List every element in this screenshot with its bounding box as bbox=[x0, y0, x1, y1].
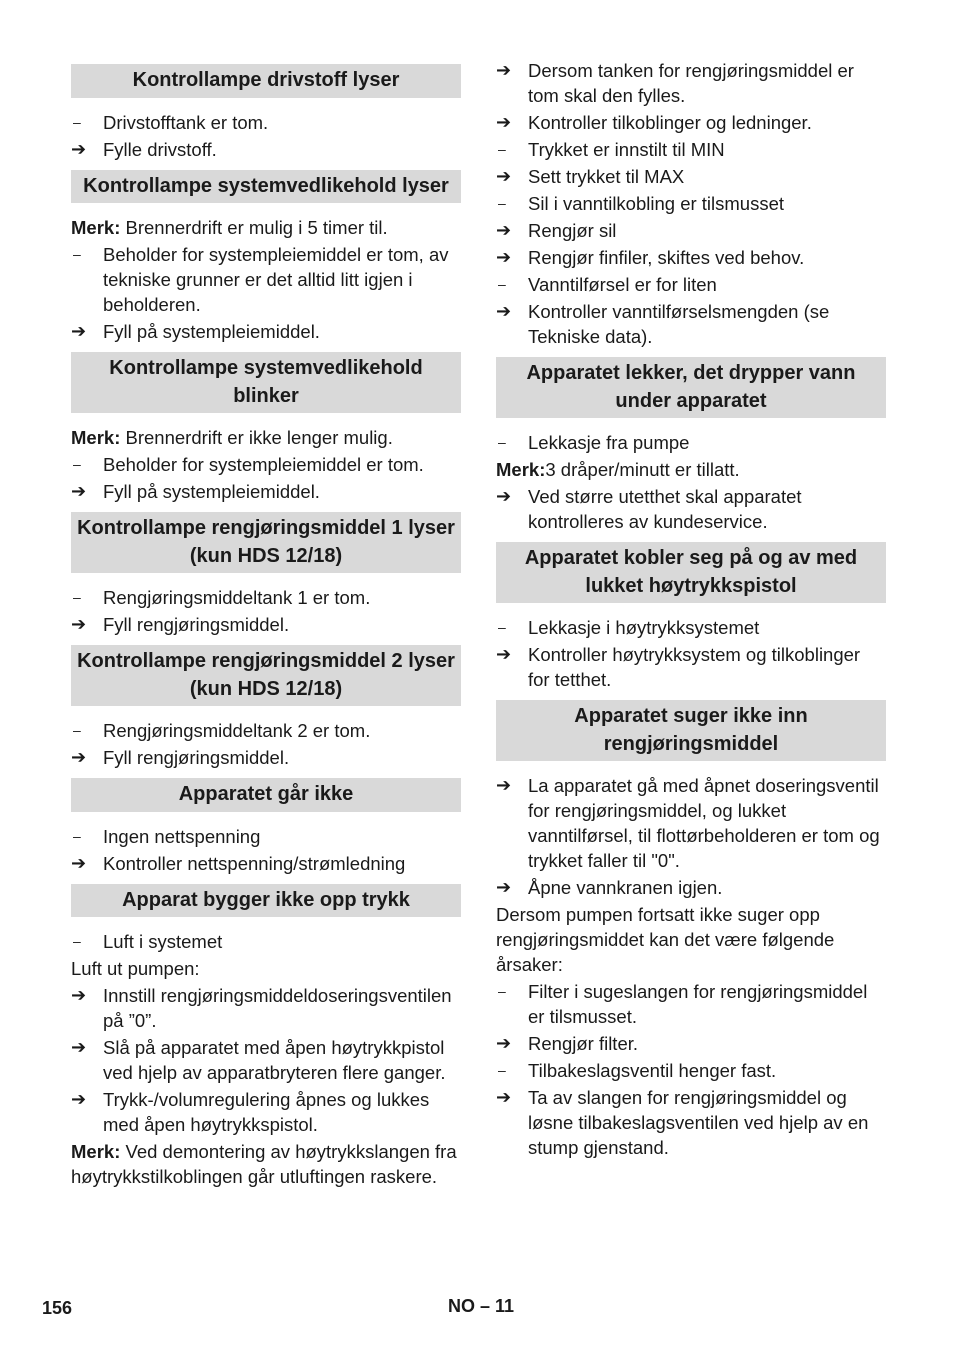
item-text: Lekkasje fra pumpe bbox=[528, 432, 690, 453]
arrow-right-icon: ➔ bbox=[496, 166, 512, 186]
troubleshoot-section bbox=[71, 170, 461, 345]
troubleshoot-section bbox=[71, 64, 461, 162]
remedy-item bbox=[496, 875, 886, 900]
arrow-right-icon: ➔ bbox=[71, 747, 87, 767]
note-text: Brennerdrift er ikke lenger mulig. bbox=[120, 427, 393, 448]
dash-icon: – bbox=[498, 434, 506, 450]
arrow-right-icon: ➔ bbox=[496, 644, 512, 664]
note-text: 3 dråper/minutt er tillatt. bbox=[545, 459, 740, 480]
cause-item bbox=[71, 718, 461, 743]
note-label: Merk: bbox=[71, 427, 121, 448]
troubleshoot-section bbox=[71, 352, 461, 504]
section-heading: Apparatet kobler seg på og av med lukket høytrykkspistol bbox=[496, 542, 886, 603]
remedy-item bbox=[496, 773, 886, 873]
arrow-right-icon: ➔ bbox=[496, 220, 512, 240]
dash-icon: – bbox=[73, 246, 81, 262]
remedy-item bbox=[71, 319, 461, 344]
remedy-item bbox=[71, 612, 461, 637]
troubleshoot-section bbox=[496, 700, 886, 1160]
item-text: Kontroller tilkoblinger og ledninger. bbox=[528, 112, 812, 133]
note bbox=[71, 215, 461, 240]
cause-item bbox=[71, 110, 461, 135]
item-text: Fyll rengjøringsmiddel. bbox=[103, 747, 290, 768]
section-heading: Apparat bygger ikke opp trykk bbox=[71, 884, 461, 918]
item-text: Luft i systemet bbox=[103, 931, 223, 952]
item-text: Kontroller vanntilførselsmengden (se Tekniske data). bbox=[528, 301, 830, 347]
note-label: Merk: bbox=[71, 1141, 121, 1162]
item-text: Rengjøringsmiddeltank 1 er tom. bbox=[103, 587, 371, 608]
cause-item bbox=[71, 242, 461, 317]
item-text: Kontroller nettspenning/strømledning bbox=[103, 852, 406, 874]
note-label: Merk: bbox=[496, 459, 546, 480]
section-heading: Kontrollampe rengjøringsmiddel 2 lyser (kun HDS 12/18) bbox=[71, 645, 461, 706]
arrow-right-icon: ➔ bbox=[71, 1037, 87, 1057]
section-heading: Kontrollampe systemvedlikehold lyser bbox=[71, 170, 461, 204]
note-text: Ved demontering av høytrykkslangen fra høytrykkstilkoblingen går utluftingen raskere. bbox=[71, 1141, 457, 1187]
arrow-right-icon: ➔ bbox=[71, 614, 87, 634]
remedy-item bbox=[496, 164, 886, 189]
note-text: Brennerdrift er mulig i 5 timer til. bbox=[120, 217, 388, 238]
arrow-right-icon: ➔ bbox=[496, 247, 512, 267]
section-heading: Apparatet går ikke bbox=[71, 778, 461, 812]
cause-item bbox=[496, 979, 886, 1029]
remedy-item bbox=[496, 299, 886, 349]
remedy-item bbox=[496, 484, 886, 534]
remedy-item bbox=[71, 1087, 461, 1137]
cause-item bbox=[496, 272, 886, 297]
item-text: Fyll på systempleiemiddel. bbox=[103, 481, 320, 502]
remedy-item bbox=[496, 1085, 886, 1160]
item-text: Fyll på systempleiemiddel. bbox=[103, 321, 320, 342]
section-heading: Kontrollampe systemvedlikehold blinker bbox=[71, 352, 461, 413]
dash-icon: – bbox=[73, 456, 81, 472]
dash-icon: – bbox=[73, 933, 81, 949]
remedy-item bbox=[71, 479, 461, 504]
arrow-right-icon: ➔ bbox=[496, 60, 512, 80]
section-heading: Kontrollampe drivstoff lyser bbox=[71, 64, 461, 98]
page-number: 156 bbox=[42, 1298, 73, 1318]
note bbox=[71, 425, 461, 450]
item-text: Sil i vanntilkobling er tilsmusset bbox=[528, 193, 785, 214]
item-text: Beholder for systempleiemiddel er tom. bbox=[103, 454, 424, 475]
item-text: Rengjør filter. bbox=[528, 1033, 639, 1054]
cause-item bbox=[496, 615, 886, 640]
item-text: Åpne vannkranen igjen. bbox=[528, 877, 723, 898]
item-text: Beholder for systempleiemiddel er tom, av tekniske grunner er det alltid litt igjen i beholderen. bbox=[103, 244, 449, 315]
troubleshoot-section bbox=[71, 512, 461, 637]
dash-icon: – bbox=[73, 113, 81, 130]
dash-icon: – bbox=[73, 827, 81, 844]
troubleshoot-section bbox=[496, 357, 886, 534]
body-text: Dersom pumpen fortsatt ikke suger opp rengjøringsmiddet kan det være følgende årsaker: bbox=[496, 904, 835, 975]
remedy-item bbox=[496, 245, 886, 270]
remedy-item bbox=[496, 218, 886, 243]
cause-item bbox=[496, 1058, 886, 1083]
cause-item bbox=[71, 585, 461, 610]
remedy-item bbox=[496, 58, 886, 108]
arrow-right-icon: ➔ bbox=[496, 1087, 512, 1107]
item-text: Trykk-/volumregulering åpnes og lukkes med åpen høytrykkspistol. bbox=[103, 1089, 430, 1135]
right-column bbox=[496, 58, 886, 1168]
note bbox=[71, 1139, 461, 1189]
item-text: Sett trykket til MAX bbox=[528, 166, 685, 187]
item-text: Trykket er innstilt til MIN bbox=[528, 139, 725, 160]
arrow-right-icon: ➔ bbox=[71, 852, 87, 873]
item-text: Lekkasje i høytrykksystemet bbox=[528, 617, 760, 638]
arrow-right-icon: ➔ bbox=[71, 481, 87, 501]
cause-item bbox=[71, 824, 461, 849]
arrow-right-icon: ➔ bbox=[496, 877, 512, 897]
remedy-item bbox=[71, 137, 461, 162]
remedy-item bbox=[71, 983, 461, 1033]
remedy-item bbox=[496, 1031, 886, 1056]
section-heading: Apparatet lekker, det drypper vann under apparatet bbox=[496, 357, 886, 418]
item-text: Rengjøringsmiddeltank 2 er tom. bbox=[103, 720, 371, 741]
arrow-right-icon: ➔ bbox=[496, 486, 512, 506]
arrow-right-icon: ➔ bbox=[496, 1033, 512, 1053]
troubleshoot-section bbox=[496, 542, 886, 692]
item-text: Rengjør sil bbox=[528, 220, 617, 241]
remedy-item bbox=[71, 1035, 461, 1085]
cause-item bbox=[496, 191, 886, 216]
item-text: La apparatet gå med åpnet doseringsventil for rengjøringsmiddel, og lukket vanntilførsel, til flottørbeholderen er tom og trykket faller til "0". bbox=[528, 775, 880, 871]
dash-icon: – bbox=[498, 141, 506, 157]
note-label: Merk: bbox=[71, 217, 121, 238]
item-text: Filter i sugeslangen for rengjøringsmiddel er tilsmusset. bbox=[528, 981, 868, 1027]
item-text: Rengjør finfiler, skiftes ved behov. bbox=[528, 247, 805, 268]
item-text: Innstill rengjøringsmiddeldoseringsventilen på ”0”. bbox=[103, 985, 452, 1031]
item-text: Tilbakeslagsventil henger fast. bbox=[528, 1060, 777, 1081]
troubleshoot-section bbox=[496, 58, 886, 349]
troubleshoot-section bbox=[71, 778, 461, 876]
item-text: Ved større utetthet skal apparatet kontrolleres av kundeservice. bbox=[528, 486, 802, 532]
section-heading: Apparatet suger ikke inn rengjøringsmiddel bbox=[496, 700, 886, 761]
remedy-item bbox=[71, 851, 461, 876]
cause-item bbox=[71, 452, 461, 477]
item-text: Fyll rengjøringsmiddel. bbox=[103, 614, 290, 635]
item-text: Dersom tanken for rengjøringsmiddel er tom skal den fylles. bbox=[528, 60, 854, 106]
note bbox=[496, 457, 886, 482]
arrow-right-icon: ➔ bbox=[71, 985, 87, 1005]
dash-icon: – bbox=[498, 619, 506, 635]
item-text: Kontroller høytrykksystem og tilkoblinger for tetthet. bbox=[528, 644, 861, 690]
cause-item bbox=[71, 929, 461, 954]
item-text: Ingen nettspenning bbox=[103, 825, 261, 847]
item-text: Ta av slangen for rengjøringsmiddel og løsne tilbakeslagsventilen ved hjelp av en stump gjenstand. bbox=[528, 1087, 869, 1158]
cause-item bbox=[496, 430, 886, 455]
dash-icon: – bbox=[498, 983, 506, 999]
arrow-right-icon: ➔ bbox=[496, 301, 512, 321]
troubleshoot-section bbox=[71, 645, 461, 770]
troubleshoot-section bbox=[71, 884, 461, 1190]
dash-icon: – bbox=[498, 1062, 506, 1078]
remedy-item bbox=[496, 642, 886, 692]
arrow-right-icon: ➔ bbox=[71, 138, 87, 159]
section-page-label: NO – 11 bbox=[448, 1296, 515, 1316]
dash-icon: – bbox=[73, 589, 81, 605]
body-text: Luft ut pumpen: bbox=[71, 958, 200, 979]
arrow-right-icon: ➔ bbox=[71, 321, 87, 341]
arrow-right-icon: ➔ bbox=[71, 1089, 87, 1109]
dash-icon: – bbox=[73, 722, 81, 738]
arrow-right-icon: ➔ bbox=[496, 775, 512, 795]
dash-icon: – bbox=[498, 276, 506, 292]
arrow-right-icon: ➔ bbox=[496, 112, 512, 132]
remedy-item bbox=[496, 110, 886, 135]
dash-icon: – bbox=[498, 195, 506, 211]
section-heading: Kontrollampe rengjøringsmiddel 1 lyser (kun HDS 12/18) bbox=[71, 512, 461, 573]
left-column bbox=[71, 58, 461, 1197]
item-text: Vanntilførsel er for liten bbox=[528, 274, 717, 295]
item-text: Slå på apparatet med åpen høytrykkpistol ved hjelp av apparatbryteren flere ganger. bbox=[103, 1037, 446, 1083]
item-text: Drivstofftank er tom. bbox=[103, 111, 269, 133]
cause-item bbox=[496, 137, 886, 162]
remedy-item bbox=[71, 745, 461, 770]
item-text: Fylle drivstoff. bbox=[103, 138, 217, 160]
